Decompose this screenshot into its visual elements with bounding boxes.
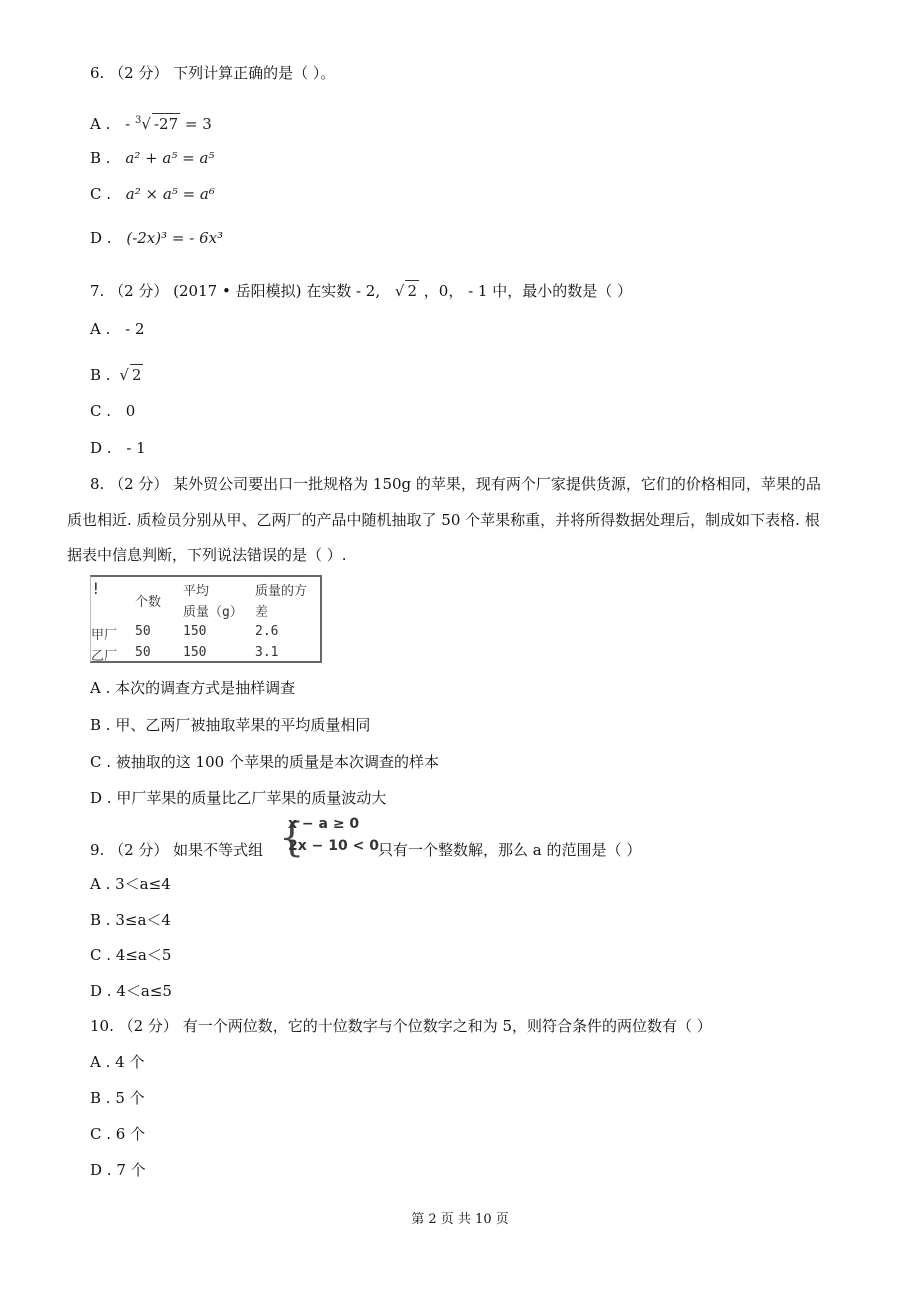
q8-option-b: B . 甲、乙两厂被抽取苹果的平均质量相同 — [90, 716, 371, 734]
radical-icon: √ — [394, 282, 405, 300]
q9-stem-part1: 9. （2 分） 如果不等式组 — [90, 841, 264, 859]
q6-option-c-math: a² × a⁵ = a⁶ — [125, 185, 215, 203]
q6-option-b-label: B . — [90, 149, 111, 167]
table-row1-avg: 150 — [183, 624, 207, 639]
q7-stem-sqrt: √ 2 — [394, 282, 417, 300]
radical-icon: √ — [141, 115, 151, 133]
q8-stem-line3: 据表中信息判断，下列说法错误的是（ ）. — [67, 546, 347, 564]
q9-system-line1: x − a ≥ 0 — [288, 816, 360, 832]
system-brace-icon: { — [279, 815, 305, 861]
q6-option-d — [90, 228, 223, 248]
q7-stem-part1: 7. （2 分） (2017 • 岳阳模拟) 在实数 - 2, — [90, 282, 381, 300]
q6-a-prefix: - — [125, 115, 131, 133]
q8-option-a: A . 本次的调查方式是抽样调查 — [90, 679, 296, 697]
q6-option-c-label: C . — [90, 185, 112, 203]
q8-stem-line2: 质也相近. 质检员分别从甲、乙两厂的产品中随机抽取了 50 个苹果称重，并将所得数据处理后，制成如下表格. 根 — [67, 511, 820, 529]
q7-option-a — [90, 319, 145, 339]
q9-option-d: D . 4＜a≤5 — [90, 982, 172, 1000]
table-header-var-2: 差 — [255, 605, 269, 620]
table-header-var-1: 质量的方 — [255, 584, 308, 599]
table-header-count: 个数 — [135, 595, 162, 610]
table-row2-count: 50 — [135, 645, 151, 660]
q6-option-c — [90, 184, 215, 204]
q6-option-b — [90, 148, 214, 168]
q9-system-line2: 2x − 10 < 0 — [288, 838, 379, 854]
q10-option-a: A . 4 个 — [90, 1053, 145, 1071]
table-header-avg-1: 平均 — [183, 584, 210, 599]
q8-option-d: D . 甲厂苹果的质量比乙厂苹果的质量波动大 — [90, 789, 387, 807]
q7-stem — [90, 280, 632, 301]
q6-option-d-math: (-2x)³ = - 6x³ — [126, 229, 224, 247]
table-row1-name: 甲厂 — [91, 628, 118, 643]
q7-option-d-label: D . — [90, 439, 112, 457]
q7-option-a-label: A . — [90, 320, 111, 338]
q8-data-table — [90, 575, 322, 663]
q6-a-radicand: -27 — [153, 115, 179, 133]
q7-option-d-text: - 1 — [126, 439, 146, 457]
table-row2-avg: 150 — [183, 645, 207, 660]
q6-option-b-math: a² + a⁵ = a⁵ — [125, 149, 215, 167]
q8-stem-line1: 8. （2 分） 某外贸公司要出口一批规格为 150g 的苹果，现有两个厂家提供货源，它们的价格相同，苹果的品 — [90, 475, 821, 493]
q7-option-b — [90, 364, 143, 385]
table-header-avg-2: 质量（g） — [183, 605, 243, 620]
q8-option-c: C . 被抽取的这 100 个苹果的质量是本次调查的样本 — [90, 753, 439, 771]
q9-option-a: A . 3＜a≤4 — [90, 875, 171, 893]
q6-a-rhs: = 3 — [184, 115, 212, 133]
table-row1-count: 50 — [135, 624, 151, 639]
q7-stem-part2: ，0， - 1 中，最小的数是（ ） — [423, 282, 633, 300]
q7-option-a-text: - 2 — [125, 320, 145, 338]
table-row1-var: 2.6 — [255, 624, 279, 639]
q10-option-c: C . 6 个 — [90, 1125, 146, 1143]
page-footer: 第 2 页 共 10 页 — [411, 1212, 509, 1227]
q7-option-b-math: √ 2 — [119, 366, 142, 384]
q6-option-a-label: A . — [90, 115, 111, 133]
q6-option-a — [90, 111, 212, 134]
table-row2-var: 3.1 — [255, 645, 279, 660]
q9-option-c: C . 4≤a＜5 — [90, 946, 172, 964]
q6-a-root-index: 3 — [135, 115, 142, 126]
q6-option-a-math — [125, 115, 212, 133]
q7-option-d — [90, 438, 146, 458]
q6-stem: 6. （2 分） 下列计算正确的是（ ）。 — [90, 64, 336, 82]
radical-icon: √ — [119, 366, 129, 384]
q10-option-d: D . 7 个 — [90, 1161, 146, 1179]
q6-option-d-label: D . — [90, 229, 112, 247]
table-corner-mark: ! — [91, 579, 101, 598]
q10-option-b: B . 5 个 — [90, 1089, 145, 1107]
q7-option-c-text: 0 — [125, 402, 136, 420]
table-row2-name: 乙厂 — [91, 649, 118, 664]
q10-stem: 10. （2 分） 有一个两位数，它的十位数字与个位数字之和为 5，则符合条件的两位数有（ ） — [90, 1017, 712, 1035]
q7-option-b-label: B . — [90, 366, 111, 384]
q7-option-c-label: C . — [90, 402, 112, 420]
q9-option-b: B . 3≤a＜4 — [90, 911, 171, 929]
q7-option-c — [90, 401, 135, 421]
q9-stem-part2: 只有一个整数解，那么 a 的范围是（ ） — [378, 841, 642, 859]
